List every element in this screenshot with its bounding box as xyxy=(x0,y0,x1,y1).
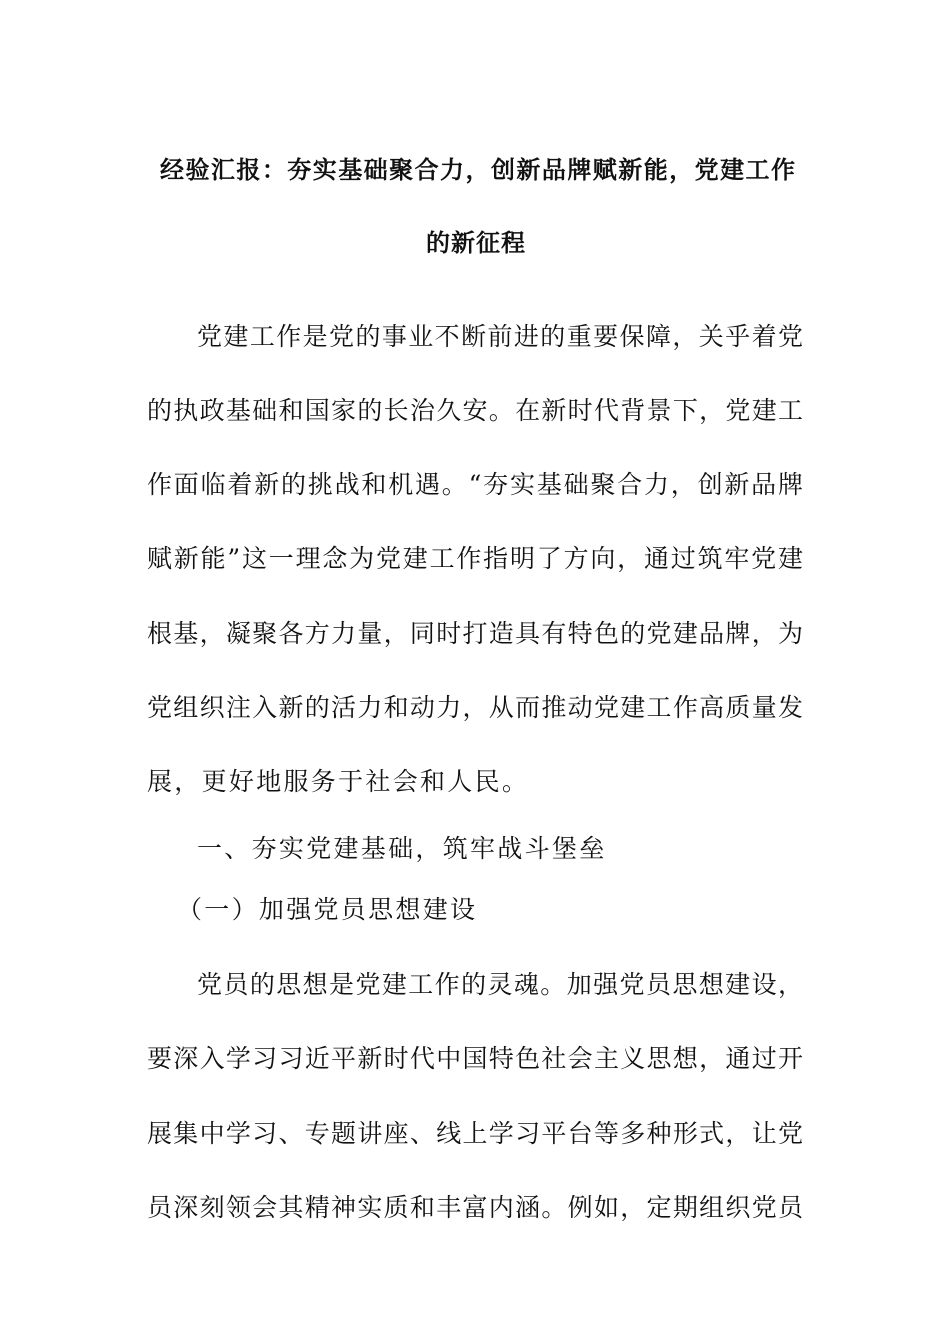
paragraph-line: 的执政基础和国家的长治久安。在新时代背景下，党建工 xyxy=(147,396,803,425)
paragraph-line: 展集中学习、专题讲座、线上学习平台等多种形式，让党 xyxy=(147,1119,803,1148)
paragraph-line: 根基，凝聚各方力量，同时打造具有特色的党建品牌，为 xyxy=(147,619,803,648)
subsection-heading: （一）加强党员思想建设 xyxy=(177,895,478,924)
paragraph-line: 要深入学习习近平新时代中国特色社会主义思想，通过开 xyxy=(147,1044,803,1073)
paragraph-line: 员深刻领会其精神实质和丰富内涵。例如，定期组织党员 xyxy=(147,1193,803,1222)
section-heading: 一、夯实党建基础，筑牢战斗堡垒 xyxy=(197,834,607,863)
paragraph-line: 党组织注入新的活力和动力，从而推动党建工作高质量发 xyxy=(147,693,803,722)
paragraph-line: 党建工作是党的事业不断前进的重要保障，关乎着党 xyxy=(197,322,803,351)
document-title-line-2: 的新征程 xyxy=(426,229,526,257)
paragraph-line: 作面临着新的挑战和机遇。“夯实基础聚合力，创新品牌 xyxy=(147,470,803,499)
paragraph-line: 党员的思想是党建工作的灵魂。加强党员思想建设， xyxy=(197,970,803,999)
paragraph-line: 赋新能”这一理念为党建工作指明了方向，通过筑牢党建 xyxy=(147,544,803,573)
paragraph-line: 展，更好地服务于社会和人民。 xyxy=(147,767,530,796)
document-title-line-1: 经验汇报：夯实基础聚合力，创新品牌赋新能，党建工作 xyxy=(160,156,795,184)
